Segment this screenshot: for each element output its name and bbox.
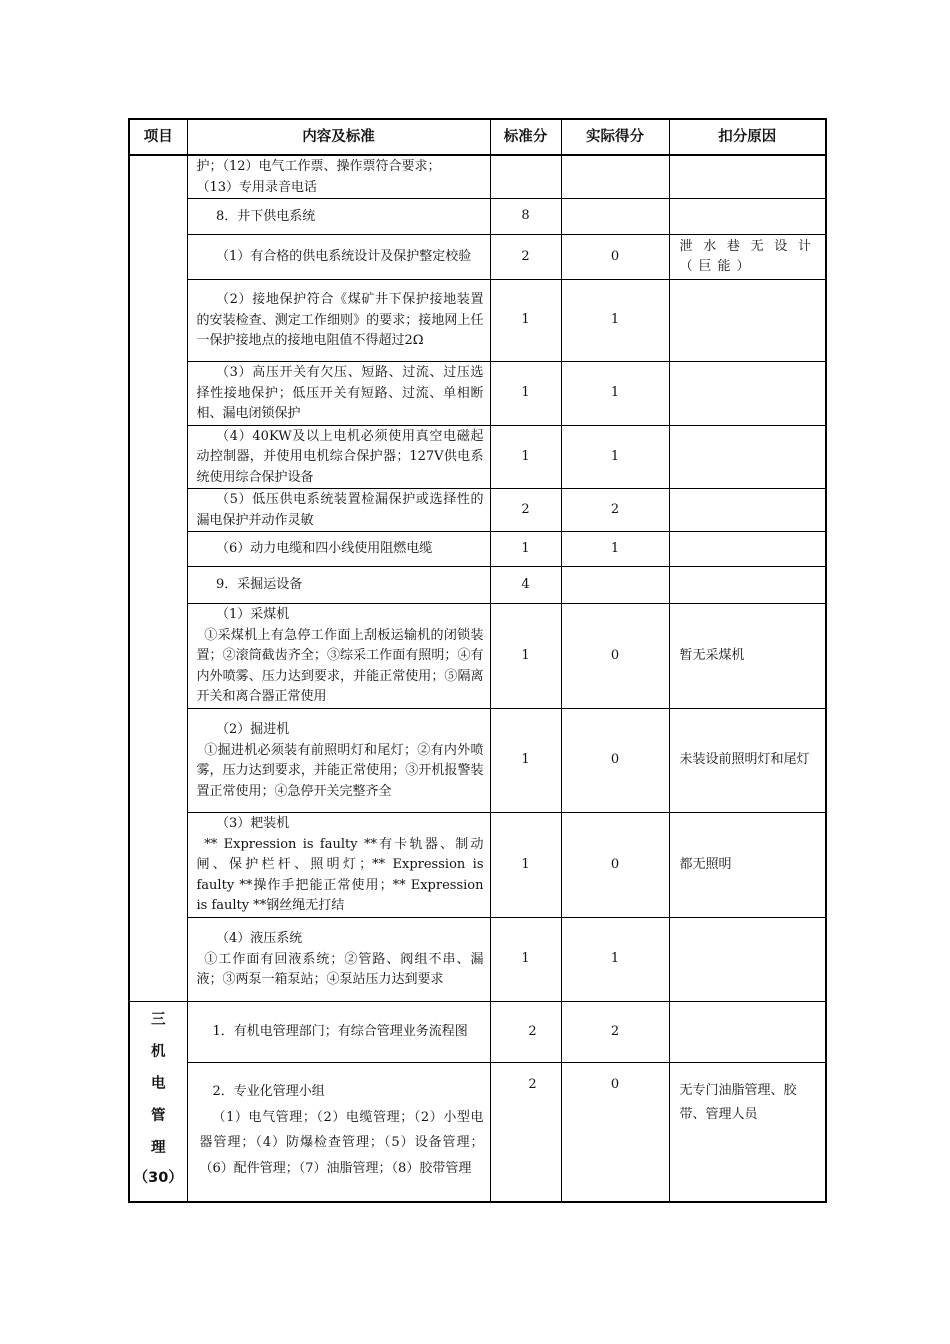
deduction-reason [669, 425, 826, 489]
actual-score [561, 567, 669, 604]
deduction-reason: 泄水巷无设计（巨能） [669, 235, 826, 280]
table-row [129, 489, 826, 532]
content-cell: （3）耙装机 ** Expression is faulty **有卡轨器、制动闸、保护栏杆、照明灯；** Expression is faulty **操作手把能正常使用；** Expression is faulty **钢丝绳无打结 [187, 813, 490, 918]
deduction-reason [669, 280, 826, 362]
deduction-reason [669, 362, 826, 426]
standard-score: 1 [490, 604, 561, 709]
content-cell: （2）掘进机 ①掘进机必须装有前照明灯和尾灯；②有内外喷雾，压力达到要求，并能正常使用；③开机报警装置正常使用；④急停开关完整齐全 [187, 709, 490, 813]
standard-score: 1 [490, 813, 561, 918]
header-item: 项目 [129, 119, 187, 155]
standard-score: 1 [490, 425, 561, 489]
header-standard: 标准分 [490, 119, 561, 155]
standard-score [490, 155, 561, 199]
actual-score: 2 [561, 1002, 669, 1063]
actual-score: 2 [561, 489, 669, 532]
content-cell: 8．井下供电系统 [187, 199, 490, 235]
content-cell: 2．专业化管理小组 （1）电气管理；（2）电缆管理；（2）小型电器管理；（4）防爆检查管理；（5）设备管理；（6）配件管理；（7）油脂管理；（8）胶带管理 [187, 1063, 490, 1202]
table-row [129, 362, 826, 426]
header-actual: 实际得分 [561, 119, 669, 155]
deduction-reason [669, 918, 826, 1002]
actual-score: 0 [561, 235, 669, 280]
actual-score: 0 [561, 709, 669, 813]
deduction-reason [669, 1002, 826, 1063]
standard-score: 2 [490, 489, 561, 532]
content-cell: 1．有机电管理部门；有综合管理业务流程图 [187, 1002, 490, 1063]
actual-score: 1 [561, 532, 669, 567]
deduction-reason [669, 199, 826, 235]
item-group-label: 三 机 电 管 理 （30） [129, 1002, 187, 1202]
standard-score: 1 [490, 918, 561, 1002]
header-content: 内容及标准 [187, 119, 490, 155]
standard-score: 4 [490, 567, 561, 604]
content-cell: （4）40KW及以上电机必须使用真空电磁起动控制器，并使用电机综合保护器；127V供电系统使用综合保护设备 [187, 425, 490, 489]
standard-score: 2 [490, 1063, 561, 1202]
actual-score: 1 [561, 280, 669, 362]
standard-score: 8 [490, 199, 561, 235]
actual-score: 0 [561, 813, 669, 918]
table-row [129, 813, 826, 918]
table-row [129, 280, 826, 362]
content-cell: 护；（12）电气工作票、操作票符合要求； （13）专用录音电话 [187, 155, 490, 199]
standard-score: 1 [490, 532, 561, 567]
deduction-reason [669, 489, 826, 532]
standard-score: 2 [490, 235, 561, 280]
header-row [129, 119, 826, 155]
table-row [129, 567, 826, 604]
table-row [129, 425, 826, 489]
content-cell: （1）采煤机 ①采煤机上有急停工作面上刮板运输机的闭锁装置；②滚筒截齿齐全；③综采工作面有照明；④有内外喷雾、压力达到要求，并能正常使用；⑤隔离开关和离合器正常使用 [187, 604, 490, 709]
item-cell-empty [129, 155, 187, 1002]
content-cell: （1）有合格的供电系统设计及保护整定校验 [187, 235, 490, 280]
table-row [129, 155, 826, 199]
table-row [129, 532, 826, 567]
deduction-reason: 无专门油脂管理、胶带、管理人员 [669, 1063, 826, 1202]
actual-score: 1 [561, 362, 669, 426]
table-row [129, 604, 826, 709]
table-row [129, 235, 826, 280]
actual-score [561, 155, 669, 199]
deduction-reason: 暂无采煤机 [669, 604, 826, 709]
header-reason: 扣分原因 [669, 119, 826, 155]
actual-score: 1 [561, 425, 669, 489]
evaluation-table [128, 118, 827, 1203]
standard-score: 2 [490, 1002, 561, 1063]
standard-score: 1 [490, 280, 561, 362]
actual-score: 0 [561, 604, 669, 709]
content-cell: （5）低压供电系统装置检漏保护或选择性的漏电保护并动作灵敏 [187, 489, 490, 532]
actual-score: 0 [561, 1063, 669, 1202]
content-cell: 9．采掘运设备 [187, 567, 490, 604]
actual-score: 1 [561, 918, 669, 1002]
standard-score: 1 [490, 362, 561, 426]
table-row [129, 1002, 826, 1063]
actual-score [561, 199, 669, 235]
content-cell: （6）动力电缆和四小线使用阻燃电缆 [187, 532, 490, 567]
deduction-reason [669, 567, 826, 604]
table-row [129, 918, 826, 1002]
content-cell: （4）液压系统 ①工作面有回液系统；②管路、阀组不串、漏液；③两泵一箱泵站；④泵站压力达到要求 [187, 918, 490, 1002]
standard-score: 1 [490, 709, 561, 813]
deduction-reason: 都无照明 [669, 813, 826, 918]
deduction-reason: 未装设前照明灯和尾灯 [669, 709, 826, 813]
table-row [129, 709, 826, 813]
table-row [129, 1063, 826, 1202]
deduction-reason [669, 155, 826, 199]
content-cell: （3）高压开关有欠压、短路、过流、过压选择性接地保护；低压开关有短路、过流、单相断相、漏电闭锁保护 [187, 362, 490, 426]
content-cell: （2）接地保护符合《煤矿井下保护接地装置的安装检查、测定工作细则》的要求；接地网上任一保护接地点的接地电阻值不得超过2Ω [187, 280, 490, 362]
table-row [129, 199, 826, 235]
deduction-reason [669, 532, 826, 567]
